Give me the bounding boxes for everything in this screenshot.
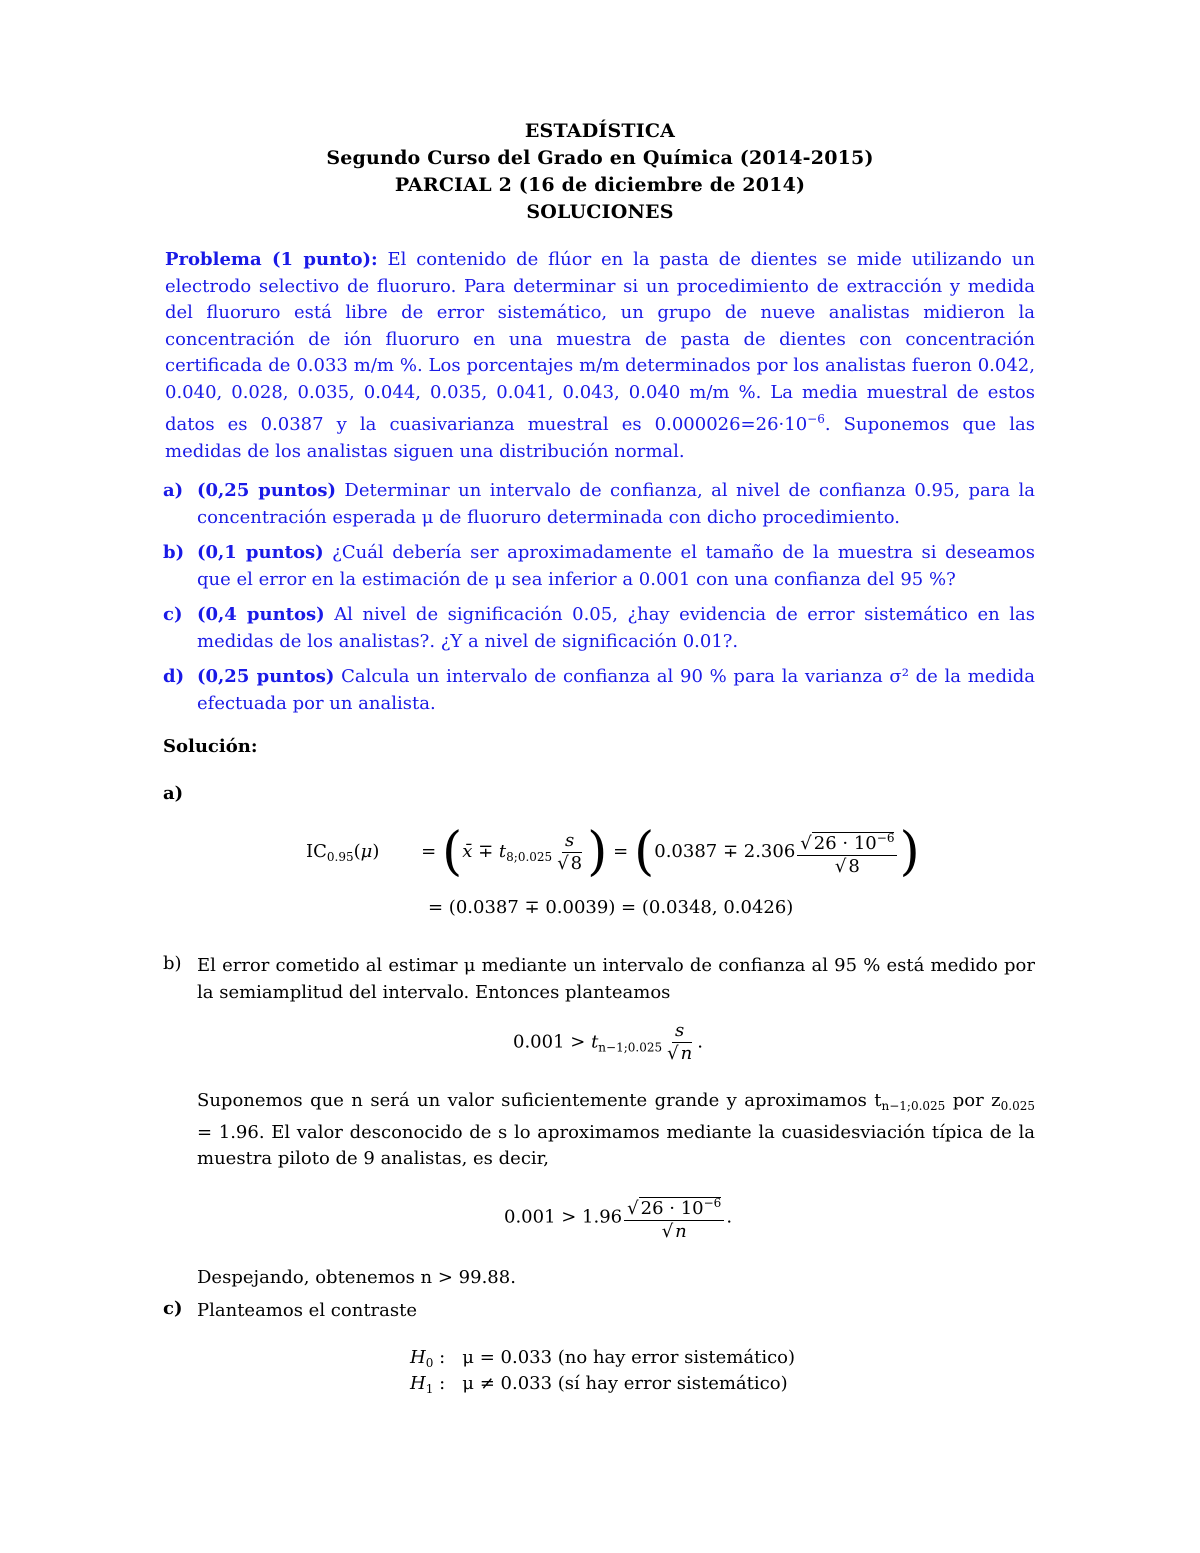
question-text: Calcula un intervalo de confianza al 90 % para la varianza σ² de la medida efectuada por un analista. [197, 666, 1035, 714]
equation-ci-result: = (0.0387 ∓ 0.0039) = (0.0348, 0.0426) [428, 897, 794, 918]
question-label: b) [163, 542, 185, 563]
solution-b-text2-part: por z [952, 1090, 1001, 1111]
solution-c-text: Planteamos el contraste [197, 1300, 418, 1321]
question-text: ¿Cuál debería ser aproximadamente el tamaño de la muestra si deseamos que el error en la estimación de μ sea inferior a 0.001 con una confianza del 95 %? [197, 542, 1035, 590]
question-label: a) [163, 480, 184, 501]
problem-text: El contenido de flúor en la pasta de dientes se mide utilizando un electrodo selectivo de fluoruro. Para determinar si un procedimiento de extracción y medida del fluoruro está libre de error sistemático, un grupo de nueve analistas midieron la concentración de ión fluoruro en una muestra de pasta de dientes con concentración certificada de 0.033 m/m %. Los porcentajes m/m determinados por los analistas fueron 0.042, 0.040, 0.028, 0.035, 0.044, 0.035, 0.041, 0.043, 0.040 m/m %. La media muestral de estos datos es 0.0387 y la cuasivarianza muestral es 0.000026=26·10 [165, 249, 1035, 435]
solution-title: Solución: [163, 736, 258, 757]
solution-b-text2-part: = 1.96. El valor desconocido de s lo aproximamos mediante la cuasidesviación típica de la muestra piloto de 9 analistas, es decir, [197, 1121, 1035, 1169]
question-text: Al nivel de significación 0.05, ¿hay evidencia de error sistemático en las medidas de los analistas?. ¿Y a nivel de significación 0.01?. [197, 604, 1035, 652]
course-title: ESTADÍSTICA [524, 120, 676, 142]
question-label: d) [163, 666, 185, 687]
solution-b-text3: Despejando, obtenemos n > 99.88. [197, 1267, 516, 1288]
equation-ci-mean: $IC_{0.95}(\mu)$ = (x̄ ∓ $t_{8;0.025}$ $\frac{s}{√ 8}$ ) = (0.0387 ∓ 2.306 $\frac{√ 26 \cdot 10^{-6}}{√ 8}$ ) [306, 822, 920, 882]
exam-title: PARCIAL 2 (16 de diciembre de 2014) [394, 174, 806, 196]
equation-sample-size: 0.001 > 1.96 $\frac{√ 26 \cdot 10^{-6}}{√ n}$ . [504, 1192, 732, 1243]
document-header [0, 118, 1200, 226]
solution-a-label: a) [163, 783, 184, 804]
question-points: (0,25 puntos) [197, 666, 335, 687]
problem-text-end: . Suponemos que las medidas de los analistas siguen una distribución normal. [165, 414, 1035, 462]
question-points: (0,4 puntos) [197, 604, 325, 625]
equation-error-bound: $0.001 > t_{n-1;0.025}$ $\frac{s}{√ n}$ . [513, 1020, 703, 1064]
solution-b-label: b) [163, 953, 182, 974]
hypothesis-h1: $H_1$ : μ ≠ 0.033 (sí hay error sistemático) [410, 1373, 788, 1396]
solution-b-text2-part: Suponemos que n será un valor suficientemente grande y aproximamos t [197, 1090, 882, 1111]
solution-b-text2: Suponemos que n será un valor suficientemente grande y aproximamos $t_{n-1;0.025}$ por $z_{0.025} = 1.96$. El valor desconocido de s lo aproximamos mediante la cuasidesviación típica de la muestra piloto de 9 analistas, es decir, [197, 1090, 1035, 1169]
question-points: (0,1 puntos) [197, 542, 324, 563]
hypothesis-h0-text: μ = 0.033 (no hay error sistemático) [462, 1347, 796, 1368]
question-text: Determinar un intervalo de confianza, al nivel de confianza 0.95, para la concentración esperada μ de fluoruro determinada con dicho procedimiento. [197, 480, 1035, 528]
solution-b-text1: El error cometido al estimar μ mediante un intervalo de confianza al 95 % está medido por la semiamplitud del intervalo. Entonces planteamos [197, 955, 1035, 1003]
hypothesis-h0: $H_0$ : μ = 0.033 (no hay error sistemático) [410, 1347, 796, 1370]
hypothesis-h1-text: μ ≠ 0.033 (sí hay error sistemático) [462, 1373, 788, 1394]
course-subtitle: Segundo Curso del Grado en Química (2014-2015) [326, 147, 874, 169]
question-points: (0,25 puntos) [197, 480, 337, 501]
question-label: c) [163, 604, 183, 625]
problem-statement [165, 247, 1035, 465]
solutions-title: SOLUCIONES [526, 201, 674, 223]
solution-c-label: c) [163, 1298, 183, 1319]
problem-label: Problema (1 punto): [165, 249, 378, 270]
problem-exponent: −6 [807, 412, 825, 426]
